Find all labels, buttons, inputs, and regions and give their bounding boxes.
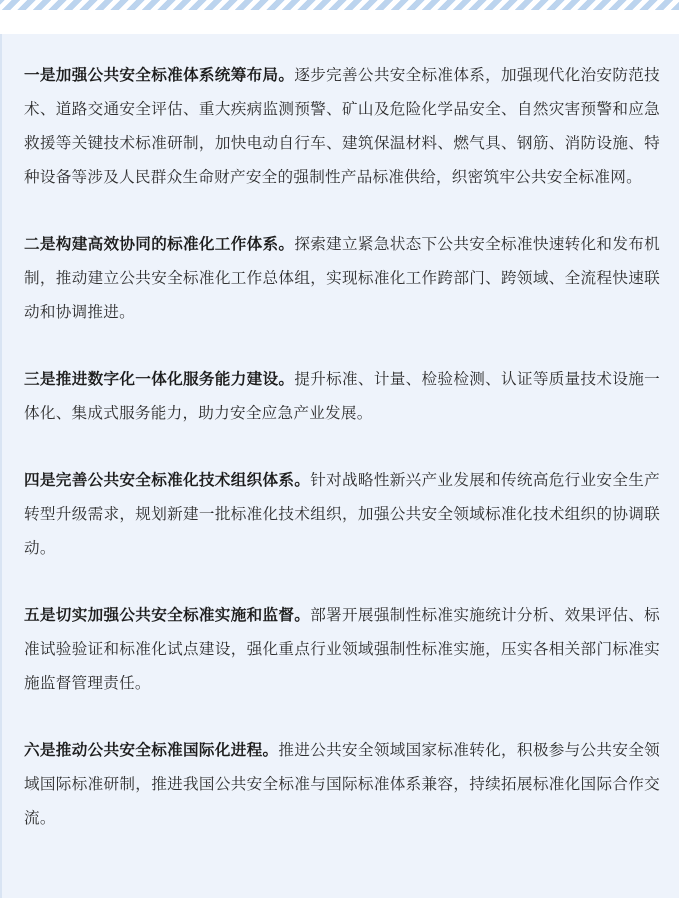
paragraph-5 <box>24 598 660 700</box>
paragraph-3-text: 提升标准、计量、检验检测、认证等质量技术设施一体化、集成式服务能力，助力安全应急产业发展。 <box>24 370 660 422</box>
paragraph-4-text: 针对战略性新兴产业发展和传统高危行业安全生产转型升级需求，规划新建一批标准化技术组织，加强公共安全领域标准化技术组织的协调联动。 <box>24 471 660 557</box>
paragraph-4 <box>24 463 660 565</box>
paragraph-1-text: 逐步完善公共安全标准体系，加强现代化治安防范技术、道路交通安全评估、重大疾病监测预警、矿山及危险化学品安全、自然灾害预警和应急救援等关键技术标准研制，加快电动自行车、建筑保温材料、燃气具、钢筋、消防设施、特种设备等涉及人民群众生命财产安全的强制性产品标准供给，织密筑牢公共安全标准网。 <box>24 66 660 186</box>
paragraph-4-heading: 四是完善公共安全标准化技术组织体系。 <box>24 471 311 489</box>
paragraph-1-heading: 一是加强公共安全标准体系统筹布局。 <box>24 66 295 84</box>
paragraph-5-text: 部署开展强制性标准实施统计分析、效果评估、标准试验验证和标准化试点建设，强化重点行业领域强制性标准实施，压实各相关部门标准实施监督管理责任。 <box>24 606 660 692</box>
paragraph-6 <box>24 733 660 835</box>
paragraph-3-heading: 三是推进数字化一体化服务能力建设。 <box>24 370 295 388</box>
paragraph-6-heading: 六是推动公共安全标准国际化进程。 <box>24 741 279 759</box>
header-spacer <box>0 10 679 34</box>
paragraph-1 <box>24 58 660 194</box>
paragraph-5-heading: 五是切实加强公共安全标准实施和监督。 <box>24 606 311 624</box>
article-body <box>24 58 660 868</box>
paragraph-2 <box>24 227 660 329</box>
paragraph-6-text: 推进公共安全领域国家标准转化，积极参与公共安全领域国际标准研制，推进我国公共安全标准与国际标准体系兼容，持续拓展标准化国际合作交流。 <box>24 741 660 827</box>
decorative-stripe-border <box>0 0 679 10</box>
paragraph-2-heading: 二是构建高效协同的标准化工作体系。 <box>24 235 295 253</box>
paragraph-3 <box>24 362 660 430</box>
paragraph-2-text: 探索建立紧急状态下公共安全标准快速转化和发布机制，推动建立公共安全标准化工作总体组，实现标准化工作跨部门、跨领域、全流程快速联动和协调推进。 <box>24 235 660 321</box>
